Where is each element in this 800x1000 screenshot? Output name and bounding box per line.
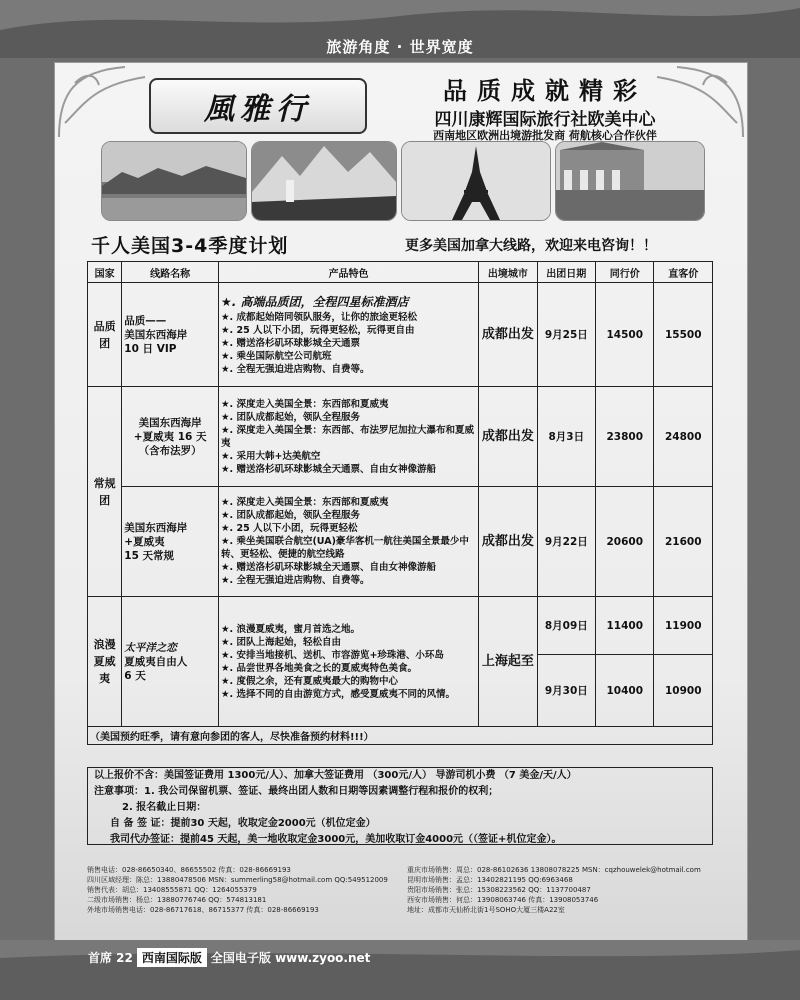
page-number: 首席 22: [88, 951, 133, 965]
village-photo: [101, 141, 247, 221]
contact-line: 昆明市场销售：孟总：13402821195 QQ:6963468: [407, 876, 573, 884]
plan-promo: 更多美国加拿大线路，欢迎来电咨询！！: [405, 238, 657, 254]
contact-line: 外地市场销售电话：028-86717618、86715377 传真：028-86669193: [87, 906, 319, 914]
terms-line: 自 备 签 证：提前30 天起，收取定金2000元（机位定金）: [110, 818, 376, 829]
route-features: ★. 浪漫夏威夷，蜜月首选之地。 ★. 团队上海起始，轻松自由 ★. 安排当地接机、送机、市容游览+珍珠港、小环岛 ★. 品尝世界各地美食之长的夏威夷特色美食。 ★. 度假之余，还有夏威夷最大的购物中心 ★. 选择不同的自由游览方式，感受夏威夷不同的风情。: [219, 597, 479, 727]
table-header-row: [88, 262, 713, 283]
peer-price: 10400: [596, 655, 654, 727]
brand-logo: 風雅行: [149, 78, 367, 134]
route-features: ★. 深度走入美国全景：东西部和夏威夷 ★. 团队成都起始，领队全程服务 ★. 25 人以下小团，玩得更轻松 ★. 乘坐美国联合航空(UA)豪华客机一航往美国全景最少中转、更轻松、便捷的航空线路 ★. 赠送洛杉矶环球影城全天通票、自由女神像游船 ★. 全程无强迫进店购物、自费等。: [219, 487, 479, 597]
page-footer: [88, 948, 370, 967]
table-row: [88, 597, 713, 655]
riverside-photo: [555, 141, 705, 221]
website-link[interactable]: 全国电子版 www.zyoo.net: [210, 951, 371, 965]
contact-column-right: [407, 865, 727, 915]
departure-date: 9月30日: [537, 655, 595, 727]
contact-line: 重庆市场销售：周总：028-86102636 13808078225 MSN：cqzhouwelek@hotmail.com: [407, 866, 701, 874]
direct-price: 24800: [654, 387, 713, 487]
peer-price: 23800: [596, 387, 654, 487]
terms-line: 2. 报名截止日期：: [122, 802, 207, 813]
contact-line: 贵阳市场销售：张总：15308223562 QQ：1137700487: [407, 886, 591, 894]
column-header: 直客价: [654, 262, 713, 283]
column-header: 线路名称: [122, 262, 219, 283]
column-header: 出团日期: [537, 262, 595, 283]
departure-city: 成都出发: [479, 387, 537, 487]
route-features: ★. 高端品质团，全程四星标准酒店 ★. 成都起始陪同领队服务，让你的旅途更轻松 ★. 25 人以下小团，玩得更轻松，玩得更自由 ★. 赠送洛杉矶环球影城全天通票 ★. 乘坐国际航空公司航班 ★. 全程无强迫进店购物、自费等。: [219, 283, 479, 387]
departure-city: 成都出发: [479, 487, 537, 597]
edition-label: 西南国际版: [137, 948, 207, 967]
page-slogan: 旅游角度 · 世界宽度: [326, 38, 474, 56]
contact-line: 二级市场销售：杨总：13880776746 QQ：574813181: [87, 896, 267, 904]
route-name: 太平洋之恋 夏威夷自由人 6 天: [122, 597, 219, 727]
table-row: [88, 387, 713, 487]
category-cell: 常规团: [88, 387, 122, 597]
departure-city: 成都出发: [479, 283, 537, 387]
booking-note: （美国预约旺季，请有意向参团的客人，尽快准备预约材料!!!）: [88, 727, 713, 745]
agency-subtitle: 西南地区欧洲出境游批发商 荷航核心合作伙伴: [433, 129, 657, 142]
contact-line: 销售代表：胡总：13408555871 QQ：1264055379: [87, 886, 257, 894]
direct-price: 10900: [654, 655, 713, 727]
direct-price: 15500: [654, 283, 713, 387]
departure-date: 9月25日: [537, 283, 595, 387]
brand-slogan: 品质成就精彩: [443, 77, 647, 105]
itinerary-table: [87, 261, 713, 745]
terms-line: 注意事项：1. 我公司保留机票、签证、最终出团人数和日期等因素调整行程和报价的权利；: [94, 786, 499, 797]
table-row: [88, 487, 713, 597]
category-cell: 品质团: [88, 283, 122, 387]
route-name: 品质—— 美国东西海岸 10 日 VIP: [122, 283, 219, 387]
eiffel-tower-photo: [401, 141, 551, 221]
peer-price: 20600: [596, 487, 654, 597]
peer-price: 11400: [596, 597, 654, 655]
direct-price: 21600: [654, 487, 713, 597]
category-cell: 浪漫夏威夷: [88, 597, 122, 727]
contact-line: 四川区域经理：陈总：13880478506 MSN：summerling58@hotmail.com QQ:549512009: [87, 876, 388, 884]
column-header: 出境城市: [479, 262, 537, 283]
contact-line: 地址：成都市天仙桥北街1号SOHO大厦三楼A22室: [407, 906, 565, 914]
mountain-photo: [251, 141, 397, 221]
column-header: 同行价: [596, 262, 654, 283]
departure-date: 8月09日: [537, 597, 595, 655]
column-header: 产品特色: [219, 262, 479, 283]
direct-price: 11900: [654, 597, 713, 655]
terms-line: 以上报价不含：美国签证费用 1300元/人）、加拿大签证费用 （300元/人） 导游司机小费 （7 美金/天/人）: [94, 770, 577, 781]
column-header: 国家: [88, 262, 122, 283]
peer-price: 14500: [596, 283, 654, 387]
terms-line: 我司代办签证：提前45 天起，美一地收取定金3000元，美加收取订金4000元（（签证+机位定金）。: [110, 834, 562, 845]
departure-date: 8月3日: [537, 387, 595, 487]
route-name: 美国东西海岸 +夏威夷 15 天常规: [122, 487, 219, 597]
departure-city: 上海起至: [479, 597, 537, 727]
table-note-row: [88, 727, 713, 745]
departure-date: 9月22日: [537, 487, 595, 597]
ad-panel: [54, 62, 748, 942]
table-row: [88, 283, 713, 387]
terms-box: [87, 767, 713, 845]
contact-line: 西安市场销售：何总：13908063746 传真：13908053746: [407, 896, 599, 904]
contact-line: 销售电话：028-86650340、86655502 传真：028-86669193: [87, 866, 291, 874]
route-name: 美国东西海岸 +夏威夷 16 天 （含布法罗）: [122, 387, 219, 487]
plan-title: 千人美国3-4季度计划: [91, 235, 289, 257]
route-features: ★. 深度走入美国全景：东西部和夏威夷 ★. 团队成都起始，领队全程服务 ★. 深度走入美国全景：东西部、布法罗尼加拉大瀑布和夏威夷 ★. 采用大韩+达美航空 ★. 赠送洛杉矶环球影城全天通票、自由女神像游船: [219, 387, 479, 487]
contact-column-left: [87, 865, 407, 915]
agency-name: 四川康辉国际旅行社欧美中心: [434, 110, 656, 130]
